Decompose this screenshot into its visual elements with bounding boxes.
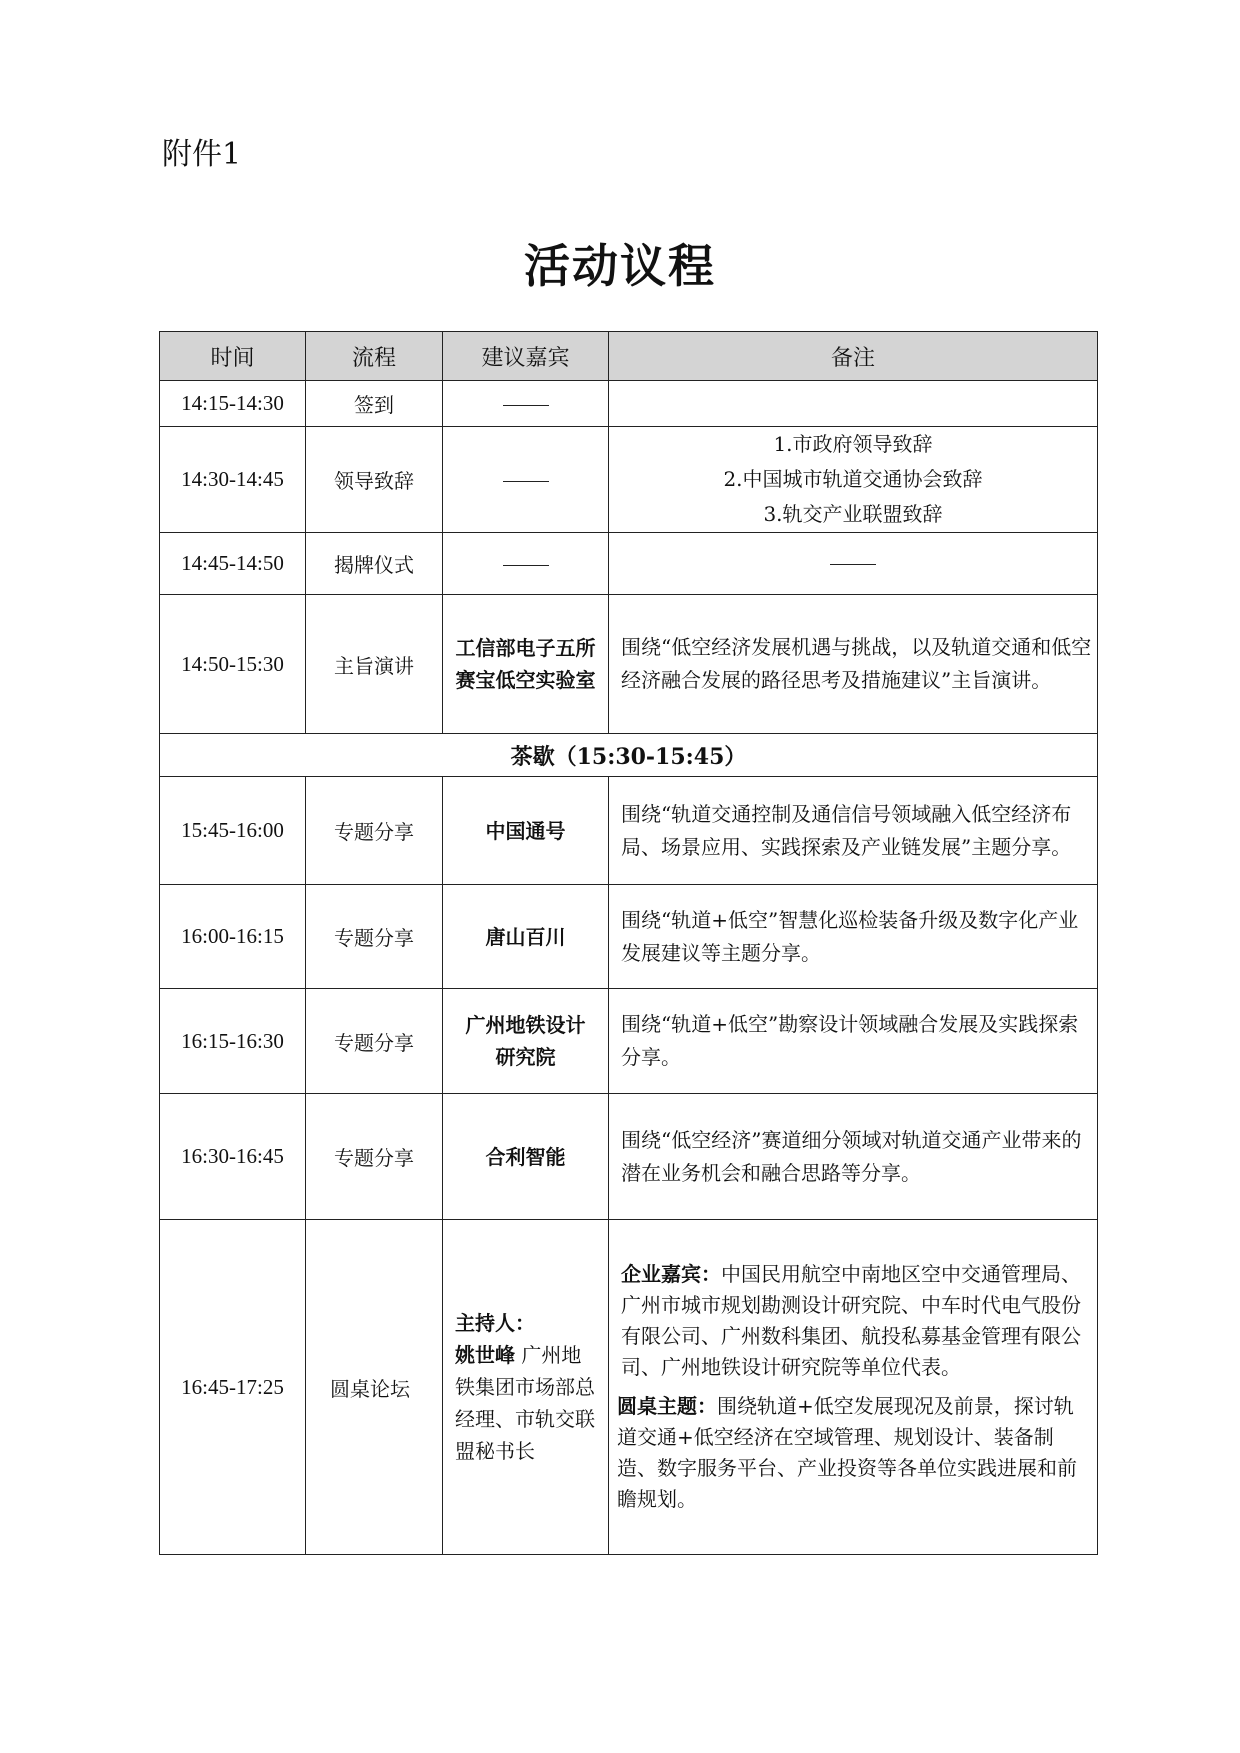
theme-paragraph [617, 1391, 1091, 1515]
header-process: 流程 [306, 332, 443, 381]
cell-note [609, 533, 1098, 595]
enterprise-paragraph [617, 1259, 1091, 1383]
dash-mark [503, 565, 549, 566]
cell-process: 圆桌论坛 [306, 1220, 443, 1555]
cell-guest [443, 381, 609, 427]
cell-guest [443, 533, 609, 595]
note-line: 3.轨交产业联盟致辞 [763, 502, 943, 526]
host-name: 姚世峰 [455, 1343, 515, 1367]
note-line: 1.市政府领导致辞 [773, 432, 933, 456]
cell-note: 围绕“低空经济发展机遇与挑战，以及轨道交通和低空经济融合发展的路径思考及措施建议”主旨演讲。 [609, 595, 1098, 734]
dash-mark [503, 405, 549, 406]
enterprise-label: 企业嘉宾： [621, 1262, 721, 1286]
cell-guest [443, 427, 609, 533]
cell-time: 14:30-14:45 [160, 427, 306, 533]
cell-process: 签到 [306, 381, 443, 427]
cell-guest: 中国通号 [443, 777, 609, 885]
agenda-table [159, 331, 1098, 1555]
cell-host [443, 1220, 609, 1555]
cell-time: 14:15-14:30 [160, 381, 306, 427]
guest-line: 赛宝低空实验室 [455, 668, 596, 692]
cell-time: 16:15-16:30 [160, 989, 306, 1094]
cell-note [609, 1220, 1098, 1555]
cell-guest [443, 595, 609, 734]
cell-process: 专题分享 [306, 1094, 443, 1220]
cell-process: 专题分享 [306, 989, 443, 1094]
header-guest: 建议嘉宾 [443, 332, 609, 381]
table-row [160, 1220, 1098, 1555]
cell-guest: 合利智能 [443, 1094, 609, 1220]
note-line: 2.中国城市轨道交通协会致辞 [723, 467, 983, 491]
cell-time: 16:30-16:45 [160, 1094, 306, 1220]
theme-label: 圆桌主题： [617, 1394, 717, 1418]
guest-line: 工信部电子五所 [455, 636, 596, 660]
cell-note: 围绕“低空经济”赛道细分领域对轨道交通产业带来的潜在业务机会和融合思路等分享。 [609, 1094, 1098, 1220]
theme-text: 围绕轨道+低空发展现况及前景，探讨轨道交通+低空经济在空域管理、规划设计、装备制造、数字服务平台、产业投资等各单位实践进展和前瞻规划。 [617, 1394, 1077, 1511]
cell-process: 领导致辞 [306, 427, 443, 533]
cell-time: 16:45-17:25 [160, 1220, 306, 1555]
break-label: 茶歇（15:30-15:45） [160, 734, 1098, 777]
dash-mark [830, 564, 876, 565]
cell-process: 专题分享 [306, 885, 443, 989]
table-header-row [160, 332, 1098, 381]
table-row [160, 595, 1098, 734]
cell-time: 16:00-16:15 [160, 885, 306, 989]
cell-note: 围绕“轨道交通控制及通信信号领域融入低空经济布局、场景应用、实践探索及产业链发展”主题分享。 [609, 777, 1098, 885]
guest-line: 广州地铁设计 [465, 1013, 586, 1037]
cell-guest [443, 989, 609, 1094]
table-row [160, 777, 1098, 885]
guest-line: 研究院 [495, 1045, 556, 1069]
table-row [160, 1094, 1098, 1220]
cell-note [609, 381, 1098, 427]
header-note: 备注 [609, 332, 1098, 381]
cell-time: 14:45-14:50 [160, 533, 306, 595]
table-row [160, 533, 1098, 595]
cell-process: 专题分享 [306, 777, 443, 885]
cell-process: 主旨演讲 [306, 595, 443, 734]
page-title: 活动议程 [524, 239, 716, 293]
cell-note [609, 427, 1098, 533]
cell-guest: 唐山百川 [443, 885, 609, 989]
table-row [160, 989, 1098, 1094]
cell-note: 围绕“轨道+低空”智慧化巡检装备升级及数字化产业发展建议等主题分享。 [609, 885, 1098, 989]
host-title: 广州地铁集团市场部总经理、市轨交联盟秘书长 [455, 1343, 595, 1463]
cell-process: 揭牌仪式 [306, 533, 443, 595]
enterprise-text: 中国民用航空中南地区空中交通管理局、广州市城市规划勘测设计研究院、中车时代电气股份有限公司、广州数科集团、航投私募基金管理有限公司、广州地铁设计研究院等单位代表。 [621, 1262, 1081, 1379]
attachment-label: 附件1 [162, 137, 242, 172]
table-row [160, 885, 1098, 989]
table-row [160, 427, 1098, 533]
cell-time: 15:45-16:00 [160, 777, 306, 885]
host-label: 主持人： [455, 1311, 535, 1335]
cell-time: 14:50-15:30 [160, 595, 306, 734]
header-time: 时间 [160, 332, 306, 381]
cell-note: 围绕“轨道+低空”勘察设计领域融合发展及实践探索分享。 [609, 989, 1098, 1094]
dash-mark [503, 481, 549, 482]
table-row [160, 381, 1098, 427]
break-row [160, 734, 1098, 777]
